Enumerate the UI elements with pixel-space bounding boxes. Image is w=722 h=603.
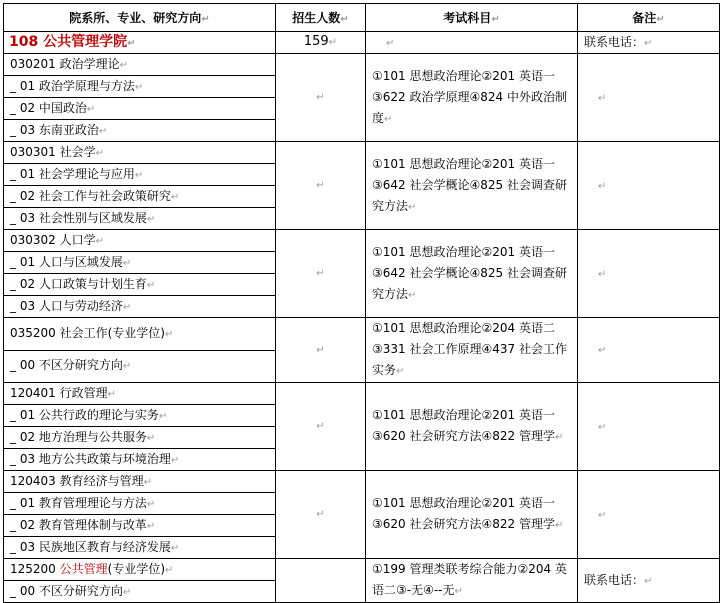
research-direction-text: _ 02 地方治理与公共服务 [10,429,147,444]
research-direction [4,350,276,383]
major-exam-subjects [366,471,578,559]
college-row [4,32,720,54]
paragraph-mark: ↵ [170,454,180,466]
college-exam-empty: ↵ [366,32,578,54]
paragraph-mark: ↵ [146,520,156,532]
major-name-text: 030201 政治学理论 [10,56,120,71]
research-direction [4,493,276,515]
major-quota [276,54,366,142]
research-direction-text: _ 01 公共行政的理论与实务 [10,407,159,422]
paragraph-mark: ↵ [122,361,132,373]
paragraph-mark: ↵ [146,432,156,444]
major-row [4,559,720,581]
college-quota: 159↵ [276,32,366,54]
major-exam-subjects [366,54,578,142]
major-contact [578,559,720,603]
major-name [4,559,276,581]
major-code: 125200 [10,561,60,576]
major-row [4,142,720,164]
major-degree-type: (专业学位) [107,561,166,576]
research-direction-text: _ 03 民族地区教育与经济发展 [10,539,171,554]
research-direction-text: _ 03 东南亚政治 [10,122,99,137]
research-direction [4,98,276,120]
research-direction [4,164,276,186]
paragraph-mark: ↵ [146,498,156,510]
major-name [4,54,276,76]
exam-subjects-text: ①199 管理类联考综合能力②204 英语二③-无④--无 [372,562,567,597]
research-direction-text: _ 02 社会工作与社会政策研究 [10,188,171,203]
exam-subjects-text: ①101 思想政治理论②201 英语一③642 社会学概论④825 社会调查研究方法 [372,156,567,213]
major-quota [276,230,366,318]
research-direction-text: _ 01 社会学理论与应用 [10,166,135,181]
exam-subjects-text: ①101 思想政治理论②201 英语一③642 社会学概论④825 社会调查研究方法 [372,244,567,301]
major-row [4,318,720,351]
major-name-text: 030301 社会学 [10,144,96,159]
research-direction [4,427,276,449]
research-direction [4,537,276,559]
paragraph-mark: ↵ [134,81,144,93]
paragraph-mark: ↵ [316,509,325,520]
paragraph-mark: ↵ [134,169,144,181]
paragraph-mark: ↵ [408,201,417,213]
major-quota [276,559,366,603]
paragraph-mark: ↵ [396,366,405,377]
research-direction [4,274,276,296]
paragraph-mark: ↵ [165,564,174,576]
admissions-table [3,3,720,603]
major-row [4,54,720,76]
paragraph-mark: ↵ [554,432,564,443]
college-name: 108 公共管理学院↵ [4,32,276,54]
major-note [578,318,720,383]
research-direction-text: _ 01 教育管理理论与方法 [10,495,147,510]
paragraph-mark: ↵ [95,147,105,159]
paragraph-mark: ↵ [95,235,105,247]
header-notes: 备注↵ [578,4,720,32]
research-direction-text: _ 03 人口与劳动经济 [10,298,123,313]
paragraph-mark: ↵ [86,103,96,115]
exam-subjects-text: ①101 思想政治理论②201 英语一③620 社会研究方法④822 管理学 [372,496,555,531]
research-direction [4,296,276,318]
research-direction [4,515,276,537]
major-name [4,142,276,164]
major-row [4,230,720,252]
major-name-text: 120403 教育经济与管理 [10,473,144,488]
research-direction [4,581,276,603]
header-quota: 招生人数↵ [276,4,366,32]
research-direction-text: _ 03 地方公共政策与环境治理 [10,451,171,466]
major-exam-subjects [366,318,578,383]
major-exam-subjects [366,230,578,318]
major-note [578,471,720,559]
major-quota [276,318,366,383]
research-direction [4,120,276,142]
major-quota [276,142,366,230]
major-name-text: 120401 行政管理 [10,385,108,400]
major-quota [276,383,366,471]
paragraph-mark: ↵ [408,289,417,301]
research-direction-text: _ 02 教育管理体制与改革 [10,517,147,532]
major-name [4,471,276,493]
table-header-row [4,4,720,32]
paragraph-mark: ↵ [598,180,607,192]
major-exam-subjects [366,383,578,471]
major-note [578,230,720,318]
exam-subjects-text: ①101 思想政治理论②201 英语一③622 政治学原理④824 中外政治制度 [372,68,567,125]
paragraph-mark: ↵ [316,421,325,432]
paragraph-mark: ↵ [554,520,564,531]
paragraph-mark: ↵ [143,476,153,488]
major-name [4,383,276,405]
paragraph-mark: ↵ [122,301,132,313]
paragraph-mark: ↵ [122,257,132,269]
major-name [4,230,276,252]
major-name-highlight: 公共管理 [59,561,108,576]
research-direction-text: _ 02 人口政策与计划生育 [10,276,147,291]
paragraph-mark: ↵ [598,509,607,521]
paragraph-mark: ↵ [384,113,393,125]
major-name [4,318,276,351]
research-direction-text: _ 00 不区分研究方向 [10,583,123,598]
paragraph-mark: ↵ [598,345,607,356]
paragraph-mark: ↵ [598,421,607,433]
paragraph-mark: ↵ [158,410,168,422]
college-contact: 联系电话：↵ [578,32,720,54]
paragraph-mark: ↵ [316,180,325,191]
research-direction-text: _ 02 中国政治 [10,100,87,115]
paragraph-mark: ↵ [165,328,174,340]
paragraph-mark: ↵ [122,586,132,598]
research-direction [4,208,276,230]
paragraph-mark: ↵ [644,575,653,587]
paragraph-mark: ↵ [170,191,180,203]
exam-subjects-text: ①101 思想政治理论②201 英语一③620 社会研究方法④822 管理学 [372,408,555,443]
research-direction-text: _ 00 不区分研究方向 [10,358,123,373]
major-exam-subjects [366,559,578,603]
header-exam-subjects: 考试科目↵ [366,4,578,32]
paragraph-mark: ↵ [146,279,156,291]
paragraph-mark: ↵ [98,125,108,137]
major-exam-subjects [366,142,578,230]
paragraph-mark: ↵ [316,344,325,356]
research-direction-text: _ 01 政治学原理与方法 [10,78,135,93]
paragraph-mark: ↵ [316,268,325,279]
research-direction [4,449,276,471]
research-direction-text: _ 03 社会性别与区域发展 [10,210,147,225]
paragraph-mark: ↵ [146,213,156,225]
major-note [578,383,720,471]
paragraph-mark: ↵ [316,92,325,103]
research-direction [4,405,276,427]
major-row [4,383,720,405]
paragraph-mark: ↵ [107,388,117,400]
major-name-text: 035200 社会工作(专业学位) [10,325,165,340]
major-note [578,54,720,142]
major-name-text: 030302 人口学 [10,232,96,247]
paragraph-mark: ↵ [598,92,607,104]
paragraph-mark: ↵ [598,268,607,280]
research-direction [4,252,276,274]
paragraph-mark: ↵ [454,586,463,597]
research-direction-text: _ 01 人口与区域发展 [10,254,123,269]
paragraph-mark: ↵ [170,542,180,554]
major-note [578,142,720,230]
contact-label: 联系电话： [584,572,645,587]
paragraph-mark: ↵ [119,59,129,71]
exam-subjects-text: ①101 思想政治理论②204 英语二③331 社会工作原理④437 社会工作实务 [372,321,567,377]
header-department: 院系所、专业、研究方向↵ [4,4,276,32]
research-direction [4,76,276,98]
major-row [4,471,720,493]
major-quota [276,471,366,559]
research-direction [4,186,276,208]
